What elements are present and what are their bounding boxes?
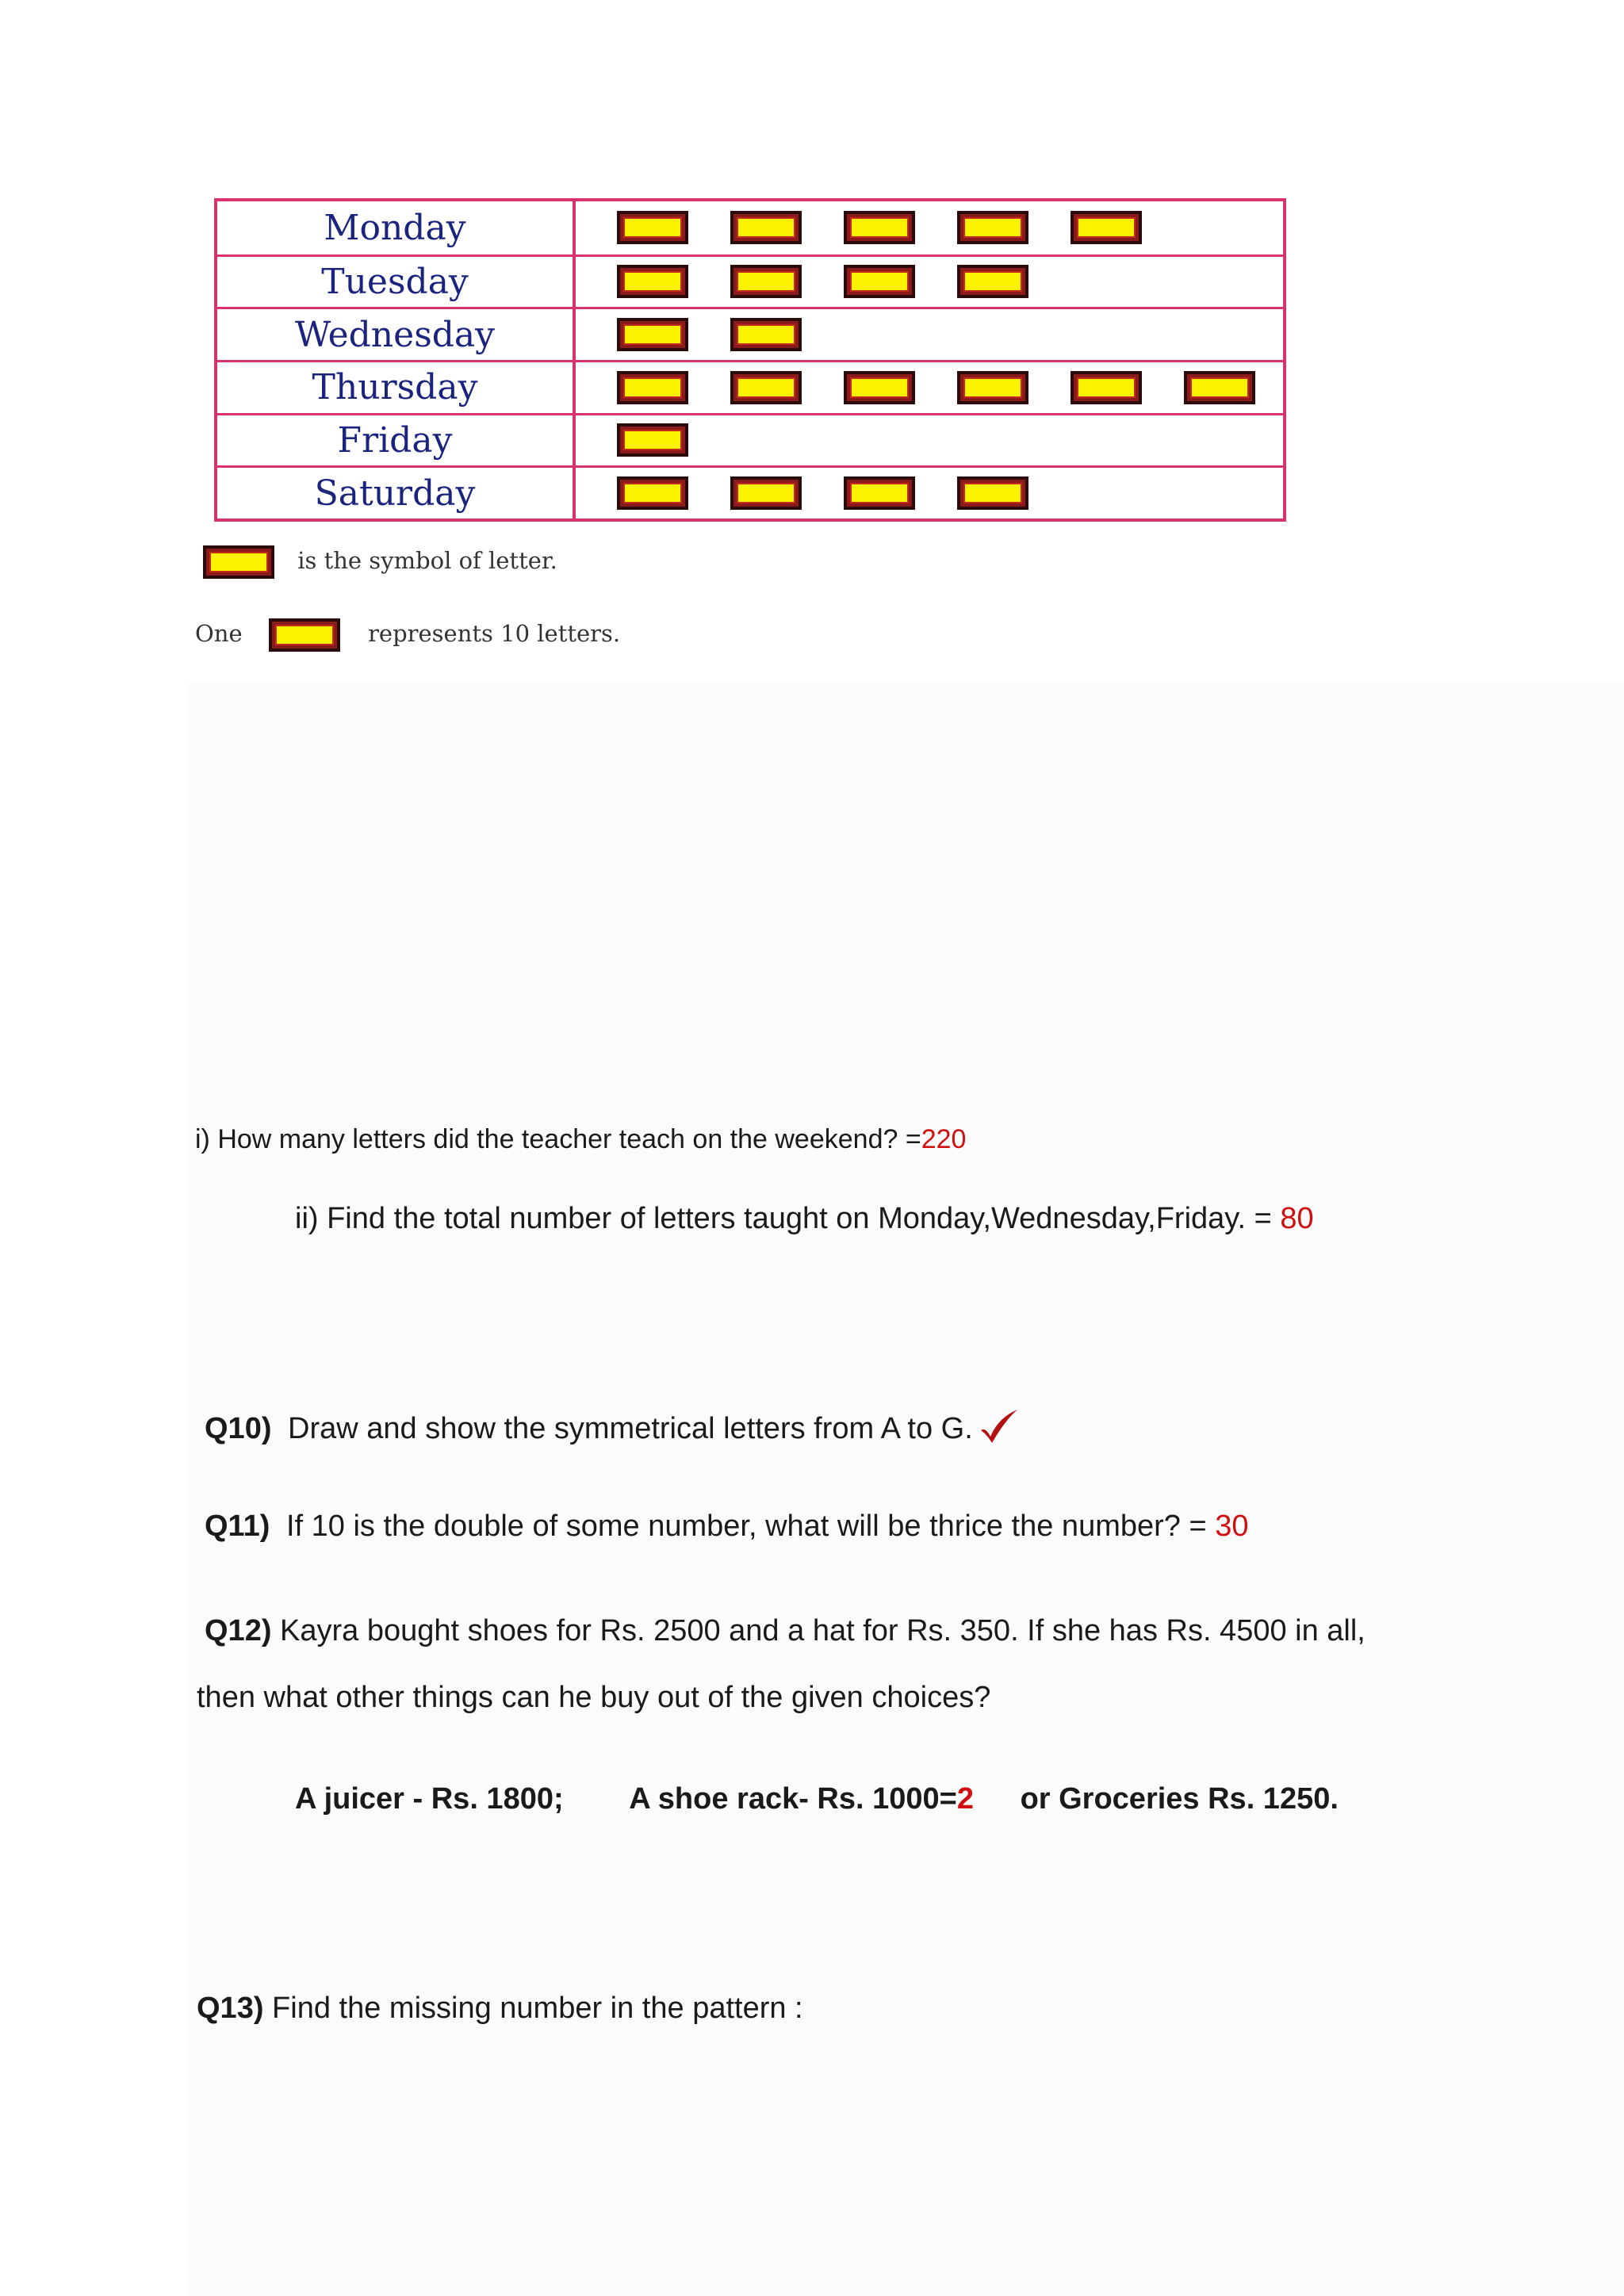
letter-symbol-icon <box>1184 371 1255 404</box>
question-11-text: If 10 is the double of some number, what will be thrice the number? = <box>285 1510 1207 1543</box>
question-10-label: Q10) <box>205 1412 272 1446</box>
question-i-text: i) How many letters did the teacher teach on the weekend? = <box>195 1124 921 1154</box>
question-12-label: Q12) <box>205 1614 272 1647</box>
question-ii <box>295 1202 1314 1236</box>
question-11-answer: 30 <box>1215 1510 1249 1543</box>
day-label: Saturday <box>217 468 576 519</box>
choice-juicer: A juicer - Rs. 1800; <box>295 1782 564 1816</box>
pictograph-row <box>217 413 1283 466</box>
letter-symbol-icon <box>844 371 915 404</box>
letter-symbol-icon <box>730 211 802 244</box>
letter-symbol-icon <box>617 371 688 404</box>
question-12-text-line1: Kayra bought shoes for Rs. 2500 and a hat for Rs. 350. If she has Rs. 4500 in all, <box>280 1614 1365 1647</box>
pictograph-row <box>217 201 1283 254</box>
question-12-line-1 <box>205 1614 1365 1648</box>
question-12-answer: 2 <box>956 1782 974 1816</box>
letter-symbol-icon <box>203 545 274 579</box>
symbol-cell <box>576 309 1283 360</box>
letter-symbol-icon <box>844 265 915 298</box>
letter-symbol-icon <box>844 211 915 244</box>
day-label: Thursday <box>217 362 576 413</box>
letter-symbol-icon <box>617 423 688 457</box>
pictograph-row <box>217 254 1283 308</box>
check-mark-icon <box>978 1406 1021 1454</box>
letter-symbol-icon <box>730 371 802 404</box>
letter-symbol-icon <box>957 371 1028 404</box>
question-13 <box>197 1992 803 2026</box>
letter-symbol-icon <box>617 476 688 510</box>
legend-represents-text: represents 10 letters. <box>368 620 621 647</box>
legend-one-text: One <box>195 620 243 647</box>
letter-symbol-icon <box>844 476 915 510</box>
letter-symbol-icon <box>730 265 802 298</box>
day-label: Friday <box>217 415 576 466</box>
symbol-cell <box>576 257 1283 308</box>
choice-shoe-rack: A shoe rack- Rs. 1000= <box>629 1782 957 1816</box>
question-ii-answer: 80 <box>1280 1202 1314 1235</box>
question-i-answer: 220 <box>921 1124 967 1154</box>
legend-symbol-text: is the symbol of letter. <box>297 547 557 574</box>
question-12-line-2 <box>197 1681 990 1715</box>
page-background-shade <box>187 682 1624 2296</box>
question-13-text: Find the missing number in the pattern : <box>272 1992 803 2025</box>
question-10 <box>205 1406 1021 1454</box>
pictograph-row <box>217 360 1283 413</box>
symbol-cell <box>576 468 1283 519</box>
day-label: Tuesday <box>217 257 576 308</box>
question-13-label: Q13) <box>197 1992 264 2025</box>
pictograph-row <box>217 465 1283 519</box>
legend-symbol-line <box>203 545 557 579</box>
choice-groceries: or Groceries Rs. 1250. <box>1020 1782 1339 1816</box>
letter-symbol-icon <box>617 211 688 244</box>
letter-symbol-icon <box>617 265 688 298</box>
question-i <box>195 1124 966 1155</box>
letter-symbol-icon <box>1071 371 1142 404</box>
question-ii-text: ii) Find the total number of letters taught on Monday,Wednesday,Friday. = <box>295 1202 1272 1235</box>
letter-symbol-icon <box>269 618 340 652</box>
legend-scale-line <box>195 618 620 652</box>
question-11-label: Q11) <box>205 1510 270 1543</box>
letter-symbol-icon <box>730 318 802 351</box>
day-label: Wednesday <box>217 309 576 360</box>
question-12-text-line2: then what other things can he buy out of the given choices? <box>197 1681 991 1714</box>
pictograph-table <box>214 198 1286 522</box>
pictograph-row <box>217 307 1283 360</box>
letter-symbol-icon <box>617 318 688 351</box>
question-11 <box>205 1510 1249 1544</box>
question-12-choices <box>295 1782 1339 1816</box>
letter-symbol-icon <box>730 476 802 510</box>
symbol-cell <box>576 201 1283 254</box>
symbol-cell <box>576 415 1283 466</box>
symbol-cell <box>576 362 1283 413</box>
letter-symbol-icon <box>1071 211 1142 244</box>
day-label: Monday <box>217 201 576 254</box>
letter-symbol-icon <box>957 476 1028 510</box>
letter-symbol-icon <box>957 211 1028 244</box>
letter-symbol-icon <box>957 265 1028 298</box>
question-10-text: Draw and show the symmetrical letters from A to G. <box>288 1412 973 1446</box>
